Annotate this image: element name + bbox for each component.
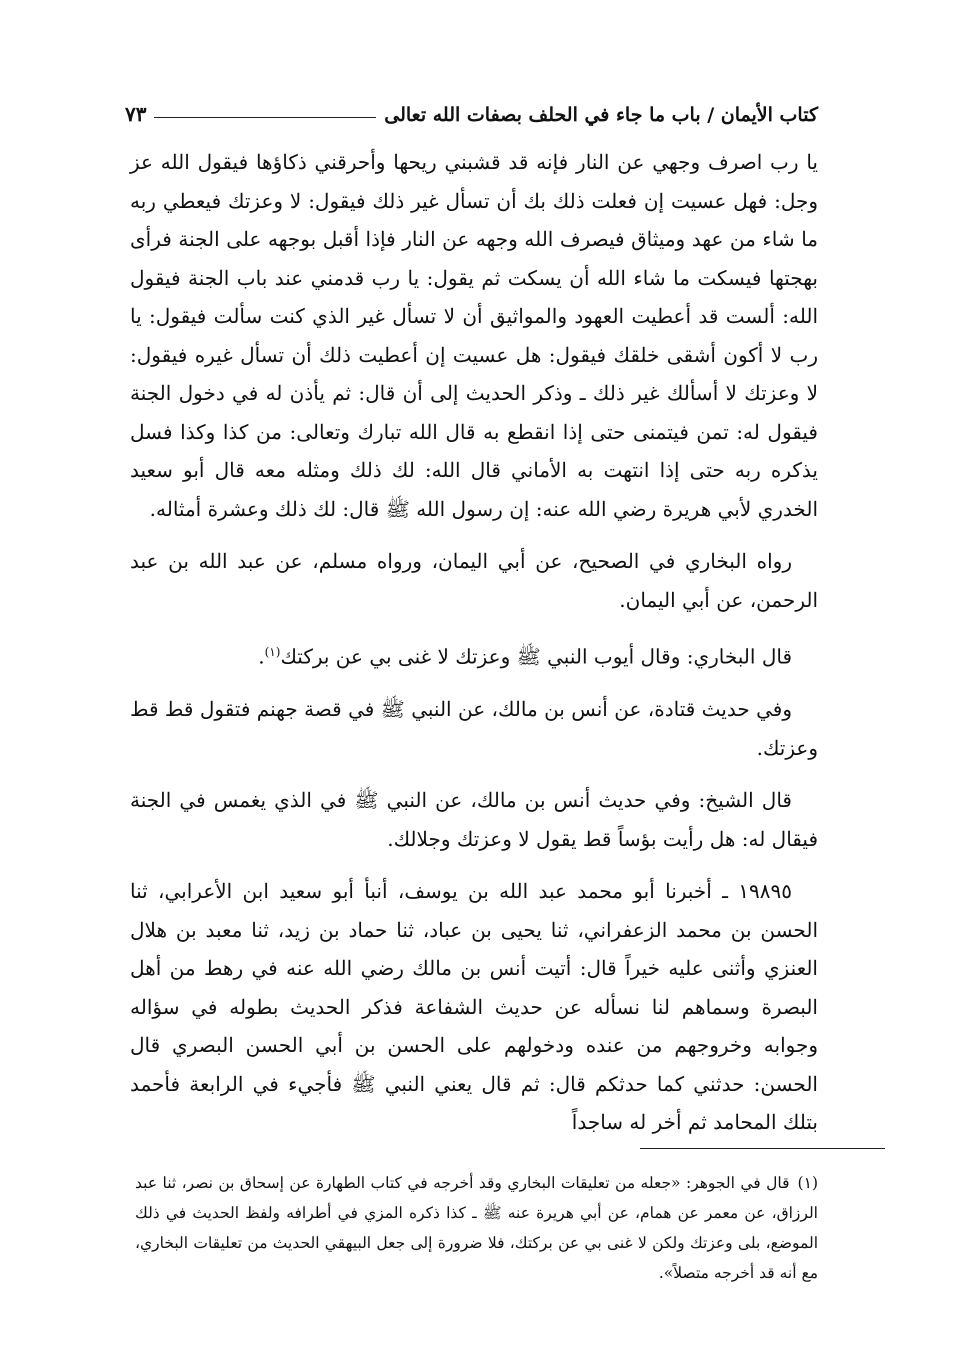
paragraph: قال الشيخ: وفي حديث أنس بن مالك، عن النبي ﷺ في الذي يغمس في الجنة فيقال له: هل رأيت بؤساً قط يقول لا وعزتك وجلالك. <box>130 788 818 851</box>
paragraph: ١٩٨٩٥ ـ أخبرنا أبو محمد عبد الله بن يوسف، أنبأ أبو سعيد ابن الأعرابي، ثنا الحسن بن محمد الزعفراني، ثنا يحيى بن عباد، ثنا حماد بن زيد، ثنا معبد بن هلال العنزي وأثنى عليه خيراً قال: أتيت أنس بن مالك رضي الله عنه في رهط من أهل البصرة وسماهم لنا نسأله عن حديث الشفاعة فذكر الحديث بطوله في سؤاله وجوابه وخروجهم من عنده ودخولهم على الحسن بن أبي الحسن البصري قال الحسن: حدثني كما حدثكم قال: ثم قال يعني النبي ﷺ فأجيء في الرابعة فأحمد بتلك المحامد ثم أخر له ساجداً <box>130 879 818 1135</box>
header-title: كتاب الأيمان / باب ما جاء في الحلف بصفات الله تعالى <box>384 104 818 126</box>
page-number: ٧٣ <box>125 102 147 126</box>
paragraph: رواه البخاري في الصحيح، عن أبي اليمان، ورواه مسلم، عن عبد الله بن عبد الرحمن، عن أبي اليمان. <box>130 549 818 612</box>
header-rule <box>154 117 376 118</box>
footnote <box>135 1168 818 1288</box>
footnote-divider <box>640 1148 885 1149</box>
paragraph-text: قال البخاري: وقال أيوب النبي ﷺ وعزتك لا غنى بي عن بركتك <box>280 644 792 669</box>
paragraph: وفي حديث قتادة، عن أنس بن مالك، عن النبي ﷺ في قصة جهنم فتقول قط قط وعزتك. <box>130 697 818 760</box>
paragraph-end: . <box>258 644 265 669</box>
footnote-text: قال في الجوهر: «جعله من تعليقات البخاري وقد أخرجه في كتاب الطهارة عن إسحاق بن نصر، ثنا عبد الرزاق، عن معمر عن همام، عن أبي هريرة عنه ﷺ ـ كذا ذكره المزي في أطرافه ولفظ الحديث في ذلك الموضع، بلى وعزتك ولكن لا غنى بي عن بركتك، فلا ضرورة إلى جعل البيهقي الحديث من تعليقات البخاري، مع أنه قد أخرجه متصلاً». <box>135 1174 818 1282</box>
main-text <box>130 143 818 1142</box>
footnote-marker: (١) <box>797 1174 818 1192</box>
running-header <box>125 92 818 126</box>
footnote-text-block <box>135 1168 818 1288</box>
paragraph <box>130 633 818 676</box>
footnote-reference: (١) <box>264 645 281 659</box>
paragraph: يا رب اصرف وجهي عن النار فإنه قد قشبني ريحها وأحرقني ذكاؤها فيقول الله عز وجل: فهل عسيت إن فعلت ذلك بك أن تسأل غير ذلك فيقول: لا وعزتك فيعطي ربه ما شاء من عهد وميثاق فيصرف الله وجهه عن النار فإذا أقبل بوجهه على الجنة فرأى بهجتها فيسكت ما شاء الله أن يسكت ثم يقول: يا رب قدمني عند باب الجنة فيقول الله: ألست قد أعطيت العهود والمواثيق أن لا تسأل غير الذي كنت سألت فيقول: يا رب لا أكون أشقى خلقك فيقول: هل عسيت إن أعطيت ذلك أن تسأل غيره فيقول: لا وعزتك لا أسألك غير ذلك ـ وذكر الحديث إلى أن قال: ثم يأذن له في دخول الجنة فيقول له: تمن فيتمنى حتى إذا انقطع به قال الله تبارك وتعالى: من كذا وكذا فسل يذكره ربه حتى إذا انتهت به الأماني قال الله: لك ذلك ومثله معه قال أبو سعيد الخدري لأبي هريرة رضي الله عنه: إن رسول الله ﷺ قال: لك ذلك وعشرة أمثاله. <box>130 150 819 521</box>
